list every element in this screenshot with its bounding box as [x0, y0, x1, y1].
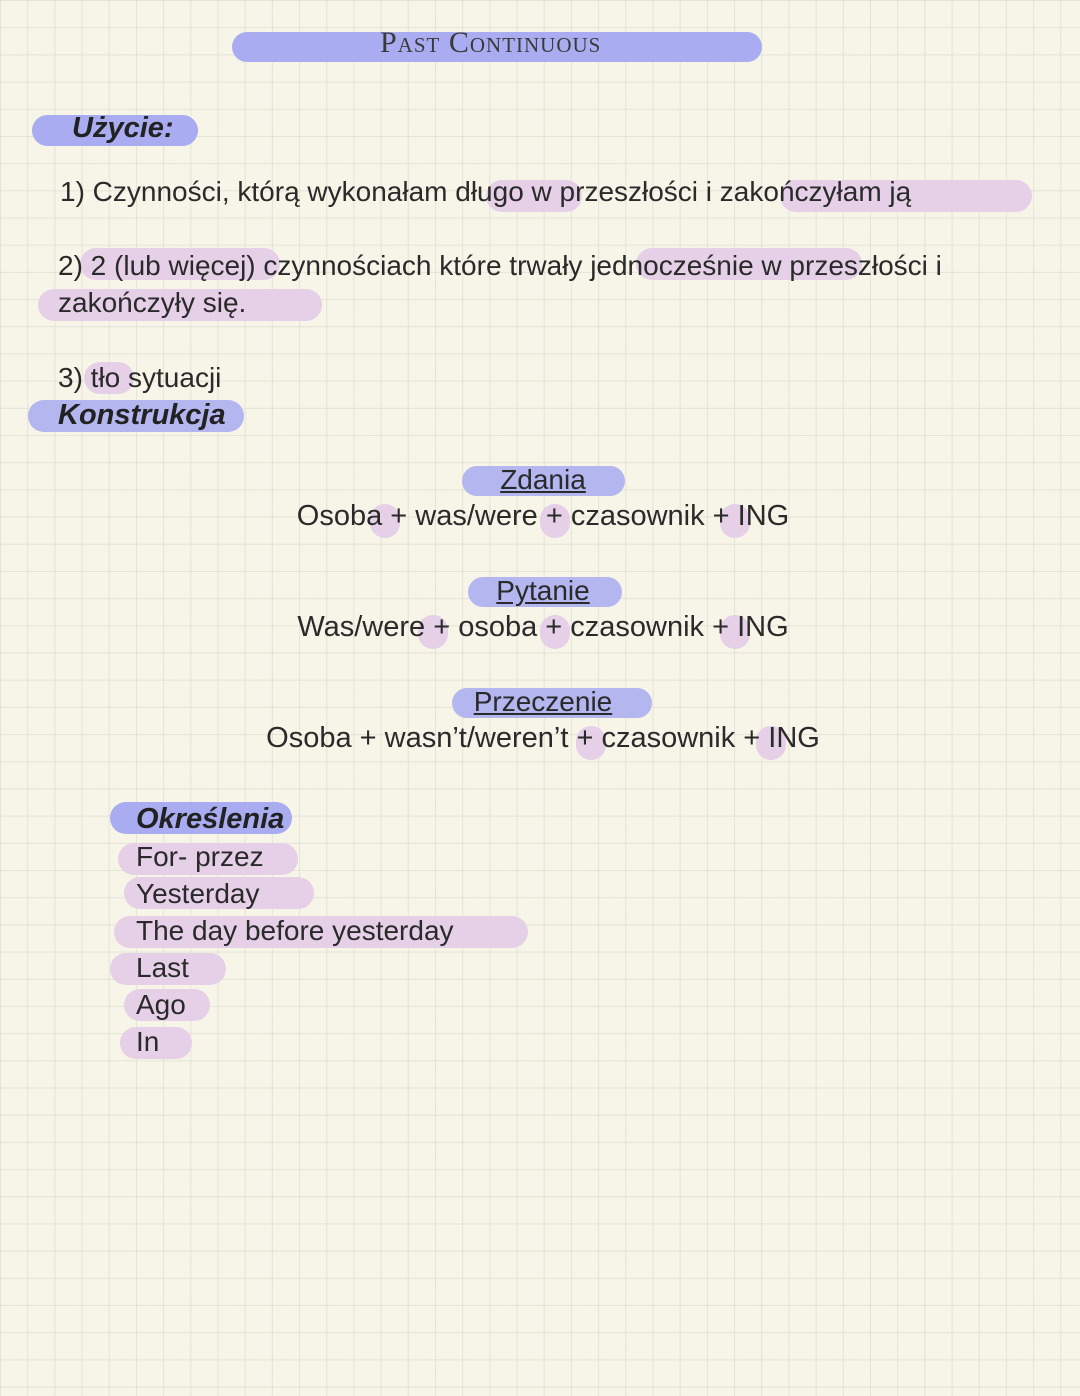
usage-item-1: 1) Czynności, którą wykonałam długo w przeszłości i zakończyłam ją	[60, 176, 912, 207]
question-formula: Was/were + osoba + czasownik + ING	[297, 611, 789, 643]
usage-item-3: 3) tło sytuacji	[58, 362, 222, 393]
expression-item: Last	[136, 952, 189, 983]
statement-formula: Osoba + was/were + czasownik + ING	[296, 500, 790, 532]
usage-item-2-line-2: zakończyły się.	[58, 287, 247, 318]
expression-item: For- przez	[136, 841, 264, 872]
expressions-heading: Określenia	[136, 803, 285, 835]
expression-item: Ago	[136, 989, 186, 1020]
statement-label: Zdania	[500, 464, 586, 495]
question-label: Pytanie	[496, 575, 590, 606]
expression-item: Yesterday	[136, 878, 260, 909]
expression-item: The day before yesterday	[136, 915, 454, 946]
usage-heading: Użycie:	[72, 112, 174, 144]
page-title: Past Continuous	[380, 26, 602, 59]
expression-item: In	[136, 1026, 160, 1057]
construction-heading: Konstrukcja	[58, 399, 226, 431]
negation-label: Przeczenie	[473, 686, 613, 717]
usage-item-2-line-1: 2) 2 (lub więcej) czynnościach które trwały jednocześnie w przeszłości i	[58, 250, 942, 281]
negation-formula: Osoba + wasn’t/weren’t + czasownik + ING	[266, 722, 820, 754]
